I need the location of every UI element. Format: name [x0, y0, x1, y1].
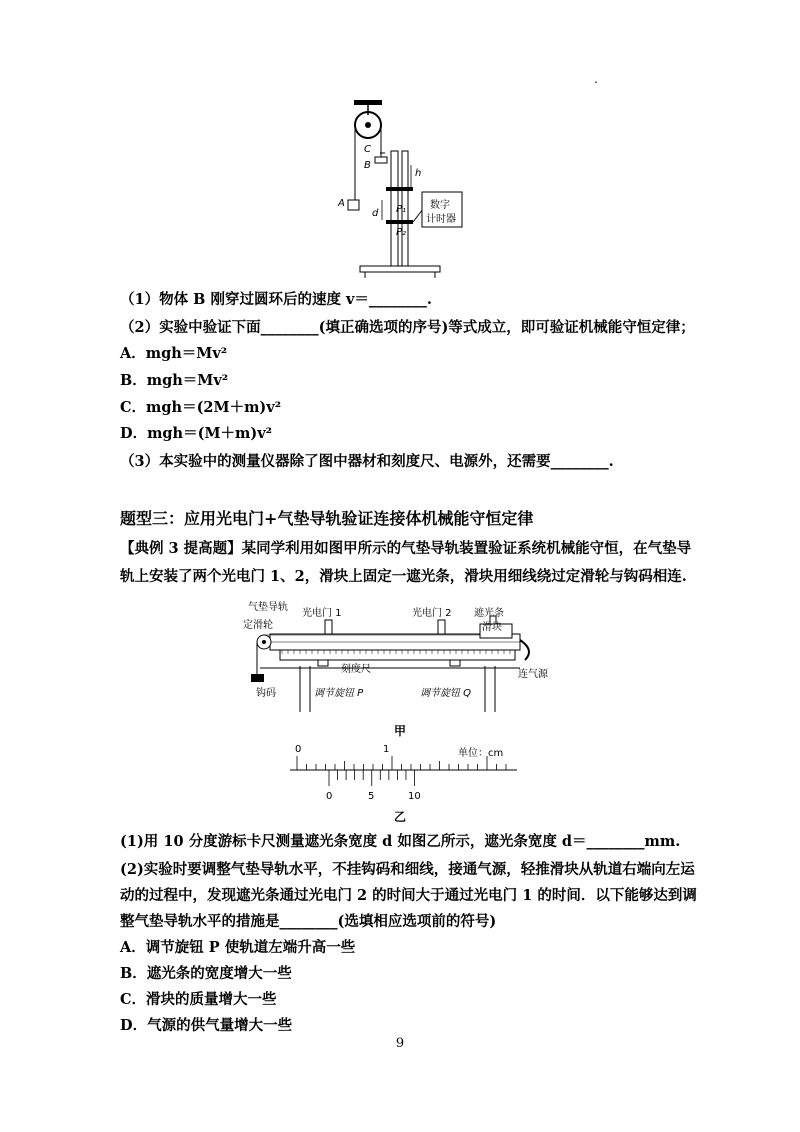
figure-pulley-apparatus: [330, 95, 475, 280]
label-pulley: 定滑轮: [243, 620, 273, 631]
label-p2: P₂: [396, 227, 407, 238]
timer-label-2: 计时器: [426, 214, 456, 225]
q1-line1: （1）物体 B 刚穿过圆环后的速度 v＝________.: [120, 291, 432, 308]
label-a: A: [338, 198, 345, 209]
q1-line2: （2）实验中验证下面________(填正确选项的序号)等式成立，即可验证机械能守恒定律；: [120, 319, 695, 336]
q2-option-b: B．遮光条的宽度增大一些: [120, 965, 292, 982]
label-h: h: [415, 168, 422, 179]
q2-option-a: A．调节旋钮 P 使轨道左端升高一些: [120, 939, 356, 956]
timer-label-1: 数字: [430, 200, 450, 211]
figure-air-track: [240, 600, 560, 715]
label-gate-2: 光电门 2: [412, 608, 452, 619]
q1-option-c: C．mgh＝(2M＋m)v²: [120, 399, 282, 416]
label-weight: 钩码: [256, 688, 276, 699]
q2-line2: (2)实验时要调整气垫导轨水平，不挂钩码和细线，接通气源，轻推滑块从轨道右端向左运: [120, 861, 695, 878]
vernier-0: 0: [326, 791, 333, 802]
q1-option-b: B．mgh＝Mv²: [120, 372, 229, 389]
label-scale: 刻度尺: [341, 664, 371, 675]
label-p1: P₁: [396, 204, 407, 215]
example-line1: 【典例 3 提高题】某同学利用如图甲所示的气垫导轨装置验证系统机械能守恒，在气垫导: [120, 540, 692, 557]
main-scale-1: 1: [383, 744, 390, 755]
q1-line3: （3）本实验中的测量仪器除了图中器材和刻度尺、电源外，还需要________.: [120, 453, 614, 470]
label-b: B: [364, 160, 371, 171]
q1-option-a: A．mgh＝Mv²: [120, 345, 228, 362]
label-c: C: [364, 144, 371, 155]
q1-option-d: D．mgh＝(M＋m)v²: [120, 425, 272, 442]
label-slider: 滑块: [482, 622, 502, 633]
page-number: 9: [395, 1036, 405, 1051]
caption-yi: 乙: [394, 810, 407, 824]
q2-option-d: D．气源的供气量增大一些: [120, 1017, 293, 1034]
q2-line3: 动的过程中，发现遮光条通过光电门 2 的时间大于通过光电门 1 的时间．以下能够达到调: [120, 887, 697, 904]
unit-label: 单位：cm: [458, 748, 504, 759]
caption-jia: 甲: [394, 724, 407, 738]
top-mark: .: [594, 72, 598, 86]
q2-line1: (1)用 10 分度游标卡尺测量遮光条宽度 d 如图乙所示，遮光条宽度 d＝________mm.: [120, 833, 681, 850]
main-scale-0: 0: [295, 744, 302, 755]
q2-option-c: C．滑块的质量增大一些: [120, 991, 277, 1008]
vernier-5: 5: [368, 791, 375, 802]
label-air-track: 气垫导轨: [248, 602, 288, 613]
label-gate-1: 光电门 1: [302, 608, 342, 619]
example-line2: 轨上安装了两个光电门 1、2，滑块上固定一遮光条，滑块用细线绕过定滑轮与钩码相连.: [120, 568, 687, 585]
label-d: d: [372, 208, 379, 219]
label-air-source: 连气源: [518, 669, 548, 680]
section-title: 题型三：应用光电门+气垫导轨验证连接体机械能守恒定律: [120, 509, 534, 528]
vernier-10: 10: [408, 791, 421, 802]
label-shade: 遮光条: [474, 608, 504, 619]
label-knob-q: 调节旋钮 Q: [420, 688, 472, 699]
label-knob-p: 调节旋钮 P: [314, 688, 364, 699]
q2-line4: 整气垫导轨水平的措施是________(选填相应选项前的符号): [120, 913, 497, 930]
